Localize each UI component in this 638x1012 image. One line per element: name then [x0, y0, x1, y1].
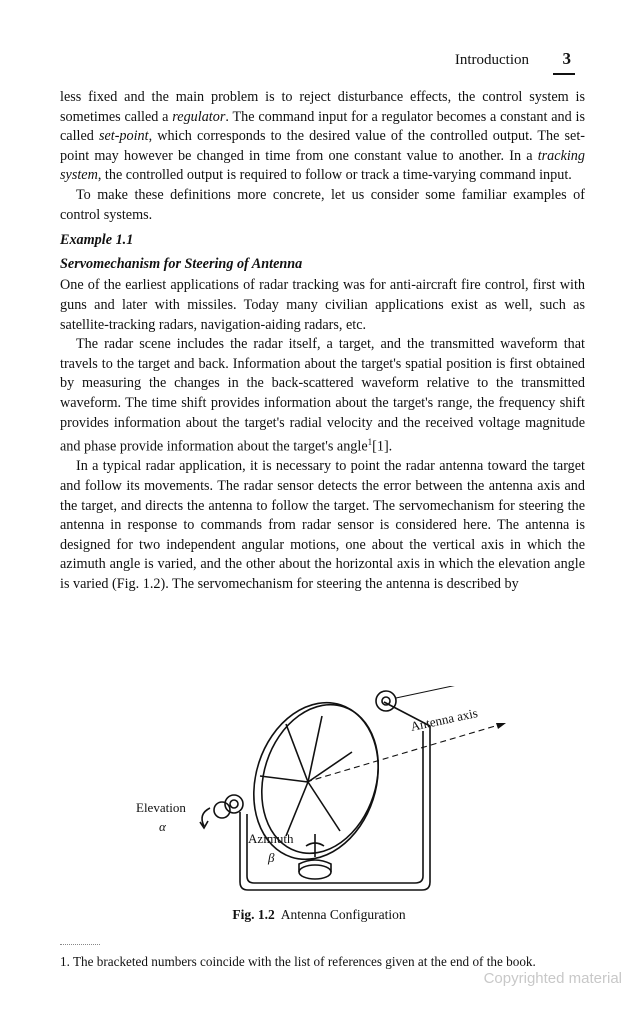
figure-caption — [0, 907, 638, 923]
page-number-underline — [553, 73, 575, 75]
term-regulator: regulator — [172, 108, 226, 125]
paragraph-1-part-b: . The command input for a regulator becomes a constant and is called — [60, 108, 585, 145]
term-set-point: set-point — [98, 128, 149, 145]
top-bearing — [376, 691, 396, 711]
term-tracking-system: tracking system — [60, 147, 585, 184]
antenna-dish — [234, 686, 398, 875]
running-head — [60, 49, 585, 75]
paragraph-1-part-d: , the controlled output is required to follow or track a time-varying command input. — [97, 167, 572, 184]
paragraph-1 — [60, 88, 585, 186]
paragraph-1-part-c: , which corresponds to the desired value of the controlled output. The set-point may however be changed in time from one constant value to another. In a — [60, 128, 585, 164]
paragraph-4 — [60, 335, 585, 457]
label-alpha: α — [159, 819, 166, 834]
page-number: 3 — [562, 49, 571, 68]
label-elevation: Elevation — [136, 800, 186, 815]
figure-title: Antenna Configuration — [280, 907, 406, 922]
azimuth-base — [299, 865, 331, 879]
example-heading: Example 1.1 — [60, 232, 134, 249]
footnote: 1. The bracketed numbers coincide with the list of references given at the end of the book. — [60, 954, 536, 969]
body-text — [60, 88, 585, 595]
antenna-axis-line — [306, 724, 502, 782]
label-antenna-axis: Antenna axis — [409, 705, 479, 734]
example-subheading: Servomechanism for Steering of Antenna — [60, 255, 303, 272]
antenna-figure — [110, 686, 530, 904]
copyright-watermark: Copyrighted material — [483, 970, 622, 987]
footnote-marker: 1 — [367, 437, 373, 448]
label-beta: β — [268, 850, 275, 865]
running-head-section: Introduction — [454, 52, 529, 68]
paragraph-3: One of the earliest applications of radar tracking was for anti-aircraft fire control, first with guns and later with missiles. Today many civilian applications exist as well, such as satellite-tracking radars, navigation-aiding radars, etc. — [60, 277, 585, 333]
figure-number: Fig. 1.2 — [232, 907, 275, 922]
paragraph-2: To make these definitions more concrete, let us consider some familiar examples of control systems. — [60, 186, 585, 223]
paragraph-5: In a typical radar application, it is necessary to point the radar antenna toward the target and follow its movements. The radar sensor detects the error between the antenna axis and the target, and directs the antenna to follow the target. The servomechanism for steering the antenna in response to commands from radar sensor is considered here. The antenna is designed for two independent angular motions, one about the vertical axis in which the azimuth angle is varied, and the other about the horizontal axis in which the elevation angle is varied (Fig. 1.2). The servomechanism for steering the antenna is described by — [60, 458, 585, 592]
paragraph-1-part-a: less fixed and the main problem is to reject disturbance effects, the control system is sometimes called a — [60, 89, 585, 125]
label-azimuth: Azimuth — [248, 831, 294, 846]
footnote-rule — [60, 944, 100, 946]
paragraph-4-text: The radar scene includes the radar itself, a target, and the transmitted waveform that travels to the target and back. Information about the target's spatial position is first obtained by measuring the changes in the back-scattered waveform relative to the transmitted waveform. The time shift provides information about the target's range, the frequency shift provides information about the target's radial velocity and the received voltage magnitude and phase provide information about the target's angle — [60, 336, 585, 455]
reference-citation: [1]. — [372, 438, 393, 455]
